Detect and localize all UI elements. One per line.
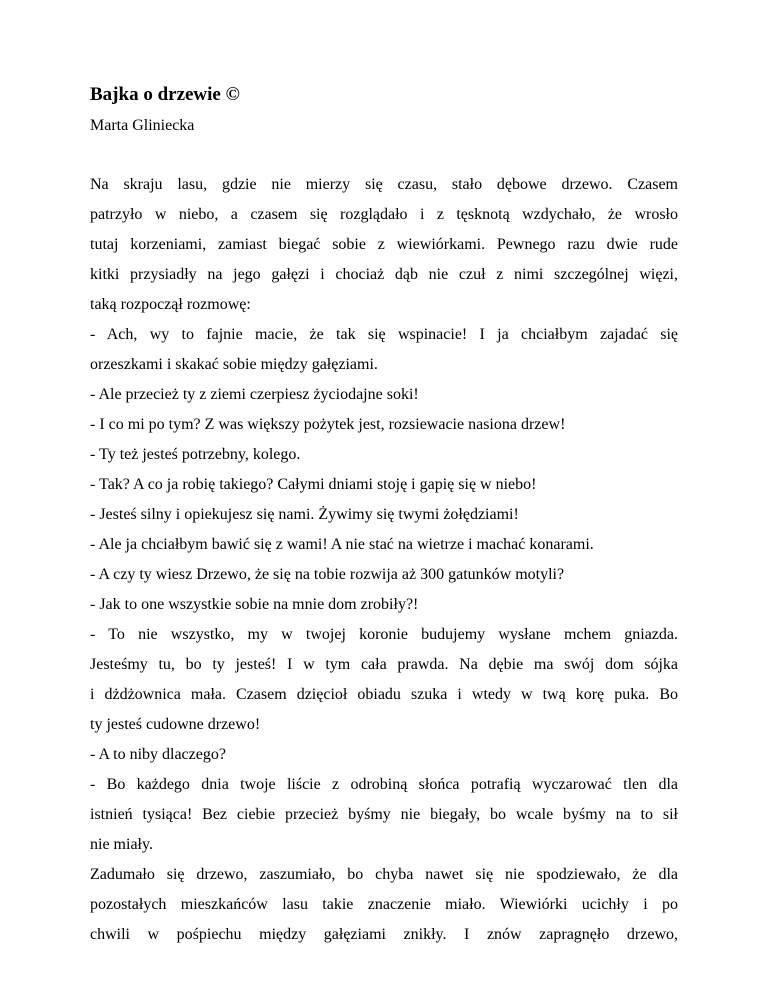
text-line: Na skraju lasu, gdzie nie mierzy się czasu, stało dębowe drzewo. Czasem — [90, 176, 678, 193]
text-line: - Tak? A co ja robię takiego? Całymi dniami stoję i gapię się w niebo! — [90, 476, 537, 493]
text-line: pozostałych mieszkańców lasu takie znaczenie miało. Wiewiórki ucichły i po — [90, 896, 678, 913]
text-line: istnień tysiąca! Bez ciebie przecież byśmy nie biegały, bo wcale byśmy na to sił — [90, 806, 678, 823]
text-line: Zadumało się drzewo, zaszumiało, bo chyba nawet się nie spodziewało, że dla — [90, 866, 678, 883]
text-line: patrzyło w niebo, a czasem się rozglądało i z tęsknotą wzdychało, że wrosło — [90, 206, 678, 223]
text-line: orzeszkami i skakać sobie między gałęziami. — [90, 356, 378, 373]
text-line: - Jak to one wszystkie sobie na mnie dom zrobiły?! — [90, 596, 419, 613]
text-line: - A to niby dlaczego? — [90, 746, 226, 763]
text-line: kitki przysiadły na jego gałęzi i chociaż dąb nie czuł z nimi szczególnej więzi, — [90, 266, 678, 283]
story-body — [90, 170, 678, 950]
text-line: - Bo każdego dnia twoje liście z odrobiną słońca potrafią wyczarować tlen dla — [90, 776, 678, 793]
text-line: i dżdżownica mała. Czasem dzięcioł obiadu szuka i wtedy w twą korę puka. Bo — [90, 686, 678, 703]
text-line: - Ale ja chciałbym bawić się z wami! A nie stać na wietrze i machać konarami. — [90, 536, 594, 553]
text-line: ty jesteś cudowne drzewo! — [90, 716, 261, 733]
text-line: - A czy ty wiesz Drzewo, że się na tobie rozwija aż 300 gatunków motyli? — [90, 566, 565, 583]
text-line: - Ty też jesteś potrzebny, kolego. — [90, 446, 301, 463]
text-line: nie miały. — [90, 836, 153, 853]
text-line: tutaj korzeniami, zamiast biegać sobie z wiewiórkami. Pewnego razu dwie rude — [90, 236, 678, 253]
text-line: - Ale przecież ty z ziemi czerpiesz życiodajne soki! — [90, 386, 419, 403]
text-line: - Jesteś silny i opiekujesz się nami. Żywimy się twymi żołędziami! — [90, 506, 519, 523]
author-name: Marta Gliniecka — [90, 117, 195, 134]
text-line: - To nie wszystko, my w twojej koronie budujemy wysłane mchem gniazda. — [90, 626, 678, 643]
text-line: taką rozpoczął rozmowę: — [90, 296, 251, 313]
text-line: - Ach, wy to fajnie macie, że tak się wspinacie! I ja chciałbym zajadać się — [90, 326, 678, 343]
text-line: Jesteśmy tu, bo ty jesteś! I w tym cała prawda. Na dębie ma swój dom sójka — [90, 656, 678, 673]
story-title: Bajka o drzewie © — [90, 84, 240, 105]
text-line: chwili w pośpiechu między gałęziami znikły. I znów zapragnęło drzewo, — [90, 926, 678, 943]
text-line: - I co mi po tym? Z was większy pożytek jest, rozsiewacie nasiona drzew! — [90, 416, 566, 433]
